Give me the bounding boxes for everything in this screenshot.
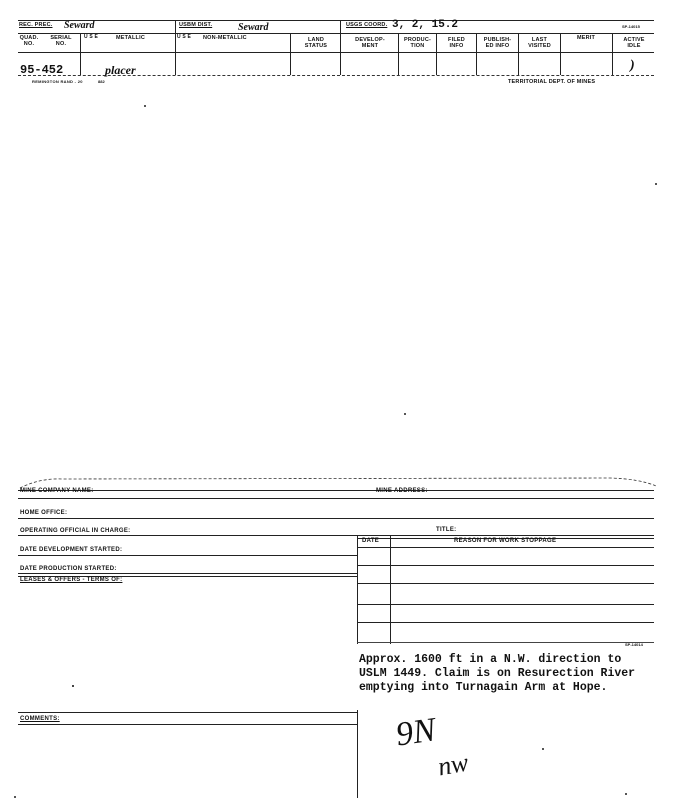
- scan-speck: [542, 748, 544, 750]
- col-use-2: U S E: [177, 34, 192, 40]
- top-card: [0, 0, 678, 100]
- scan-speck: [625, 793, 627, 795]
- scan-speck: [404, 413, 406, 415]
- col-filed-info: FILED INFO: [448, 37, 465, 49]
- entry-active-mark: ): [630, 58, 635, 73]
- dev-started-label: DATE DEVELOPMENT STARTED:: [20, 547, 123, 553]
- leases-offers-label: LEASES & OFFERS - TERMS OF:: [20, 577, 123, 583]
- printer-code: 882: [98, 79, 105, 84]
- mine-company-label: MINE COMPANY NAME:: [20, 488, 94, 494]
- department-name: TERRITORIAL DEPT. OF MINES: [508, 79, 596, 85]
- col-active-idle: ACTIVE IDLE: [623, 37, 645, 49]
- card-edge: [0, 470, 678, 492]
- rec-prec-value: Seward: [64, 20, 95, 31]
- col-last-visited: LAST VISITED: [528, 37, 551, 49]
- mine-address-label: MINE ADDRESS:: [376, 488, 428, 494]
- col-merit: MERIT: [576, 35, 596, 41]
- col-nonmetallic: NON-METALLIC: [203, 35, 247, 41]
- col-production: PRODUC- TION: [403, 37, 432, 49]
- typed-note-line-1: Approx. 1600 ft in a N.W. direction to: [359, 653, 622, 666]
- handwriting-nw: nw: [435, 747, 471, 782]
- rec-prec-label: REC. PREC.: [19, 22, 53, 28]
- usgs-coord-label: USGS COORD.: [346, 22, 388, 28]
- operating-official-label: OPERATING OFFICIAL IN CHARGE:: [20, 528, 131, 534]
- top-form-code: SP-14015: [622, 24, 640, 29]
- handwriting-9n: 9N: [393, 711, 438, 754]
- col-use-1: U S E: [84, 34, 99, 40]
- col-metallic: METALLIC: [116, 35, 145, 41]
- printer-mark: REMINGTON RAND - 20: [32, 79, 83, 84]
- col-published-info: PUBLISH- ED INFO: [483, 37, 512, 49]
- date-column-header: DATE: [362, 538, 380, 544]
- scan-speck: [655, 183, 657, 185]
- usgs-coord-value: 3, 2, 15.2: [392, 19, 459, 31]
- title-label: TITLE:: [436, 527, 457, 533]
- col-land-status: LAND STATUS: [304, 37, 328, 49]
- typed-note-line-3: emptying into Turnagain Arm at Hope.: [359, 681, 608, 694]
- comments-label: COMMENTS:: [20, 716, 60, 722]
- usbm-dist-label: USBM DIST.: [179, 22, 213, 28]
- entry-serial: 95-452: [20, 63, 64, 77]
- col-quad: QUAD. NO.: [19, 35, 39, 47]
- scan-speck: [144, 105, 146, 107]
- typed-note-line-2: USLM 1449. Claim is on Resurection River: [359, 667, 636, 680]
- bottom-card: [0, 470, 678, 802]
- usbm-dist-value: Seward: [238, 22, 269, 33]
- prod-started-label: DATE PRODUCTION STARTED:: [20, 566, 117, 572]
- scan-speck: [14, 796, 16, 798]
- entry-metallic: placer: [105, 63, 136, 77]
- scan-speck: [72, 685, 74, 687]
- col-development: DEVELOP- MENT: [355, 37, 385, 49]
- col-serial: SERIAL NO.: [50, 35, 72, 47]
- bottom-form-code: SP-14014: [625, 642, 643, 647]
- home-office-label: HOME OFFICE:: [20, 510, 68, 516]
- reason-column-header: REASON FOR WORK STOPPAGE: [454, 538, 557, 544]
